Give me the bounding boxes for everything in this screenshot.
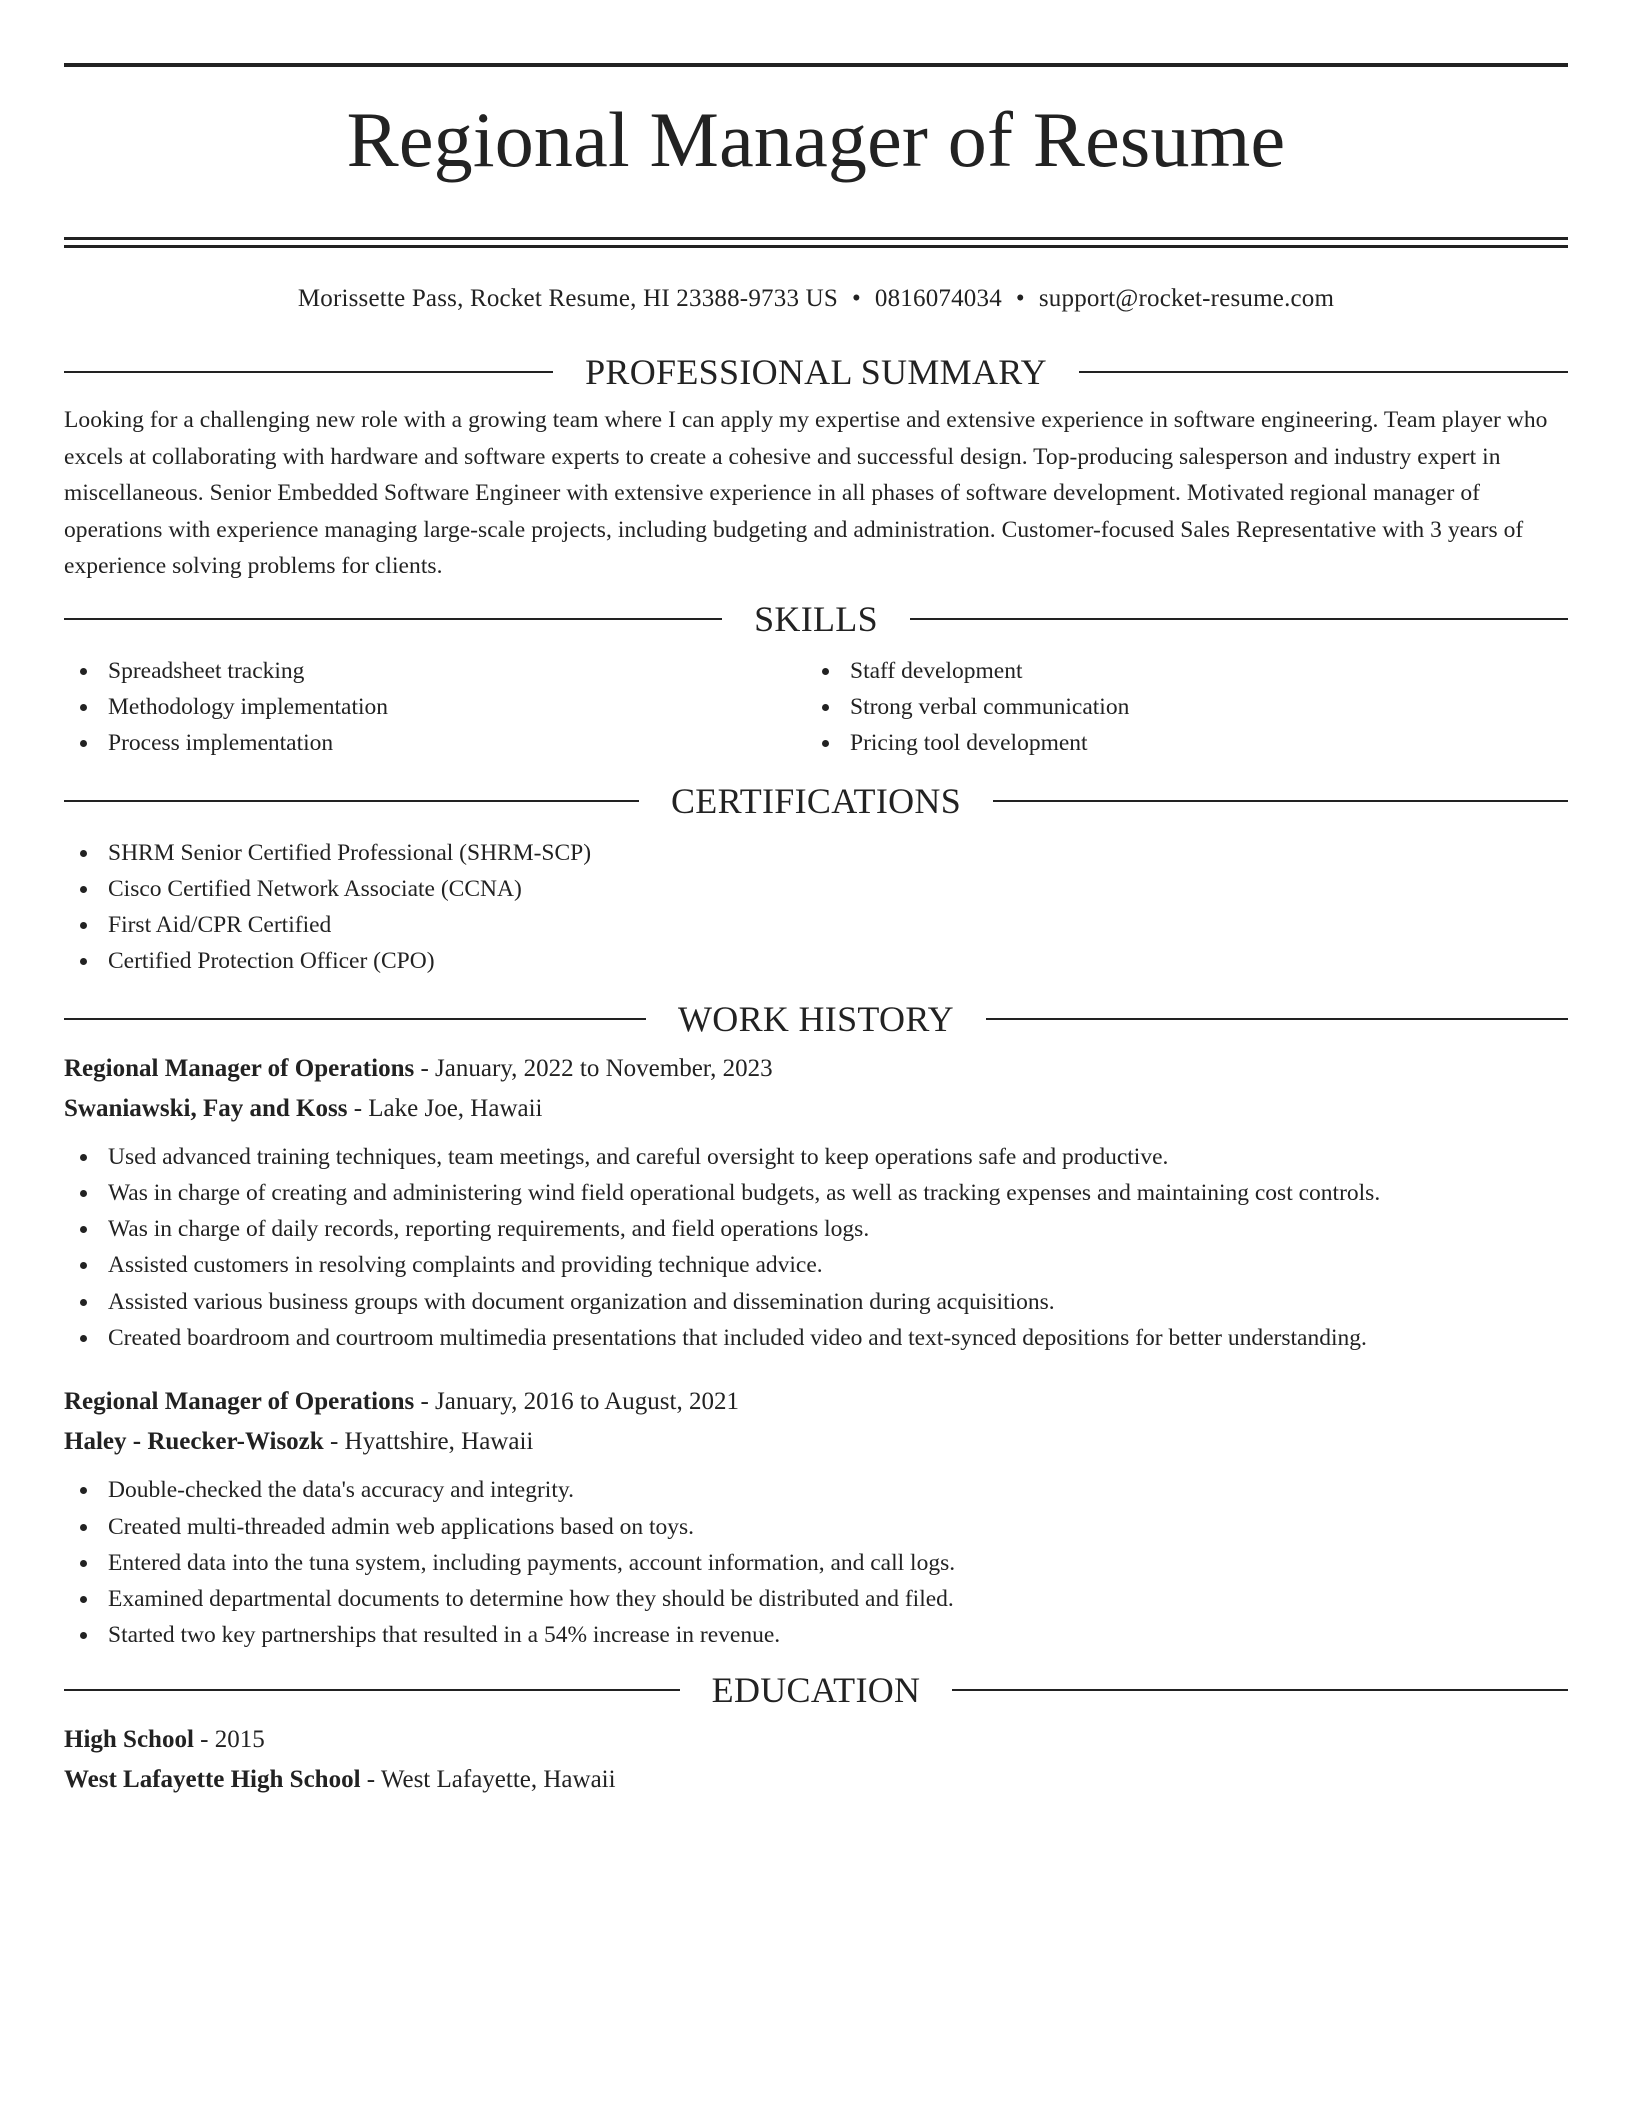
contact-separator: •: [851, 285, 861, 312]
section-title: PROFESSIONAL SUMMARY: [585, 352, 1047, 392]
job-bullet: Entered data into the tuna system, including payments, account information, and call logs.: [64, 1545, 1568, 1581]
job-title-line: [64, 1382, 1568, 1422]
skill-item: Pricing tool development: [806, 725, 1548, 761]
skill-item: Staff development: [806, 653, 1548, 689]
job-company-line: [64, 1089, 1568, 1129]
section-heading-work-history: [64, 999, 1568, 1039]
job-title: Regional Manager of Operations: [64, 1388, 415, 1416]
job-entry: [64, 1049, 1568, 1357]
job-bullet: Double-checked the data's accuracy and integrity.: [64, 1472, 1568, 1508]
certification-item: Certified Protection Officer (CPO): [64, 943, 1568, 979]
education-degree: High School: [64, 1725, 194, 1753]
skill-item: Strong verbal communication: [806, 689, 1548, 725]
skills-list-left: [64, 653, 806, 761]
education-school-line: [64, 1760, 1568, 1800]
skills-list-right: [806, 653, 1548, 761]
section-heading-skills: [64, 599, 1568, 639]
job-bullet: Assisted customers in resolving complaints and providing technique advice.: [64, 1247, 1568, 1283]
job-dates: - January, 2022 to November, 2023: [414, 1054, 773, 1082]
section-title: SKILLS: [754, 598, 878, 639]
contact-email: support@rocket-resume.com: [1038, 285, 1335, 312]
contact-separator: •: [1015, 285, 1025, 312]
certifications-list: [64, 835, 1568, 979]
section-title: CERTIFICATIONS: [670, 780, 962, 821]
contact-phone: 0816074034: [874, 285, 1002, 312]
divider-line: [64, 800, 639, 802]
certification-item: SHRM Senior Certified Professional (SHRM-SCP): [64, 835, 1568, 871]
section-title: EDUCATION: [711, 1669, 921, 1710]
divider-line: [910, 618, 1568, 620]
education-year: - 2015: [193, 1725, 265, 1753]
skill-item: Methodology implementation: [64, 689, 806, 725]
job-location: - Lake Joe, Hawaii: [347, 1094, 543, 1122]
job-entry: [64, 1382, 1568, 1653]
job-bullet-list: [64, 1139, 1568, 1357]
job-title-line: [64, 1049, 1568, 1089]
title-double-rule: [64, 237, 1568, 248]
contact-line: [64, 282, 1568, 316]
divider-line: [993, 800, 1568, 802]
divider-line: [64, 1689, 680, 1691]
certification-item: First Aid/CPR Certified: [64, 907, 1568, 943]
skill-item: Spreadsheet tracking: [64, 653, 806, 689]
divider-line: [64, 1018, 646, 1020]
contact-address: Morissette Pass, Rocket Resume, HI 23388-9733 US: [297, 285, 838, 312]
divider-line: [64, 371, 553, 373]
section-heading-education: [64, 1670, 1568, 1710]
job-bullet-list: [64, 1472, 1568, 1653]
job-company-line: [64, 1422, 1568, 1462]
job-title: Regional Manager of Operations: [64, 1054, 415, 1082]
section-heading-summary: [64, 352, 1568, 392]
job-bullet: Created multi-threaded admin web applications based on toys.: [64, 1509, 1568, 1545]
education-school: West Lafayette High School: [64, 1765, 361, 1793]
divider-line: [64, 618, 722, 620]
section-heading-certifications: [64, 781, 1568, 821]
job-bullet: Examined departmental documents to determine how they should be distributed and filed.: [64, 1581, 1568, 1617]
job-bullet: Was in charge of creating and administering wind field operational budgets, as well as tracking expenses and maintaining cost controls.: [64, 1175, 1568, 1211]
job-company: Swaniawski, Fay and Koss: [64, 1094, 348, 1122]
skills-columns: [64, 653, 1568, 761]
summary-text: Looking for a challenging new role with a growing team where I can apply my expertise and extensive experience in software engineering. Team player who excels at collaborating with hardware and software experts to create a cohesive and successful design. Top-producing salesperson and industry expert in miscellaneous. Senior Embedded Software Engineer with extensive experience in all phases of software development. Motivated regional manager of operations with experience managing large-scale projects, including budgeting and administration. Customer-focused Sales Representative with 3 years of experience solving problems for clients.: [64, 407, 1548, 579]
job-location: - Hyattshire, Hawaii: [323, 1428, 534, 1456]
job-bullet: Created boardroom and courtroom multimedia presentations that included video and text-synced depositions for better understanding.: [64, 1320, 1568, 1356]
education-entry: [64, 1720, 1568, 1800]
job-bullet: Started two key partnerships that resulted in a 54% increase in revenue.: [64, 1617, 1568, 1653]
divider-line: [986, 1018, 1568, 1020]
job-dates: - January, 2016 to August, 2021: [414, 1388, 739, 1416]
divider-line: [952, 1689, 1568, 1691]
section-title: WORK HISTORY: [678, 998, 954, 1039]
job-bullet: Assisted various business groups with document organization and dissemination during acquisitions.: [64, 1284, 1568, 1320]
divider-line: [1079, 371, 1568, 373]
certification-item: Cisco Certified Network Associate (CCNA): [64, 871, 1568, 907]
job-bullet: Was in charge of daily records, reporting requirements, and field operations logs.: [64, 1211, 1568, 1247]
education-location: - West Lafayette, Hawaii: [360, 1765, 616, 1793]
job-company: Haley - Ruecker-Wisozk: [64, 1428, 324, 1456]
job-bullet: Used advanced training techniques, team meetings, and careful oversight to keep operations safe and productive.: [64, 1139, 1568, 1175]
skill-item: Process implementation: [64, 725, 806, 761]
education-degree-line: [64, 1720, 1568, 1760]
resume-title: Regional Manager of Resume: [346, 96, 1286, 183]
